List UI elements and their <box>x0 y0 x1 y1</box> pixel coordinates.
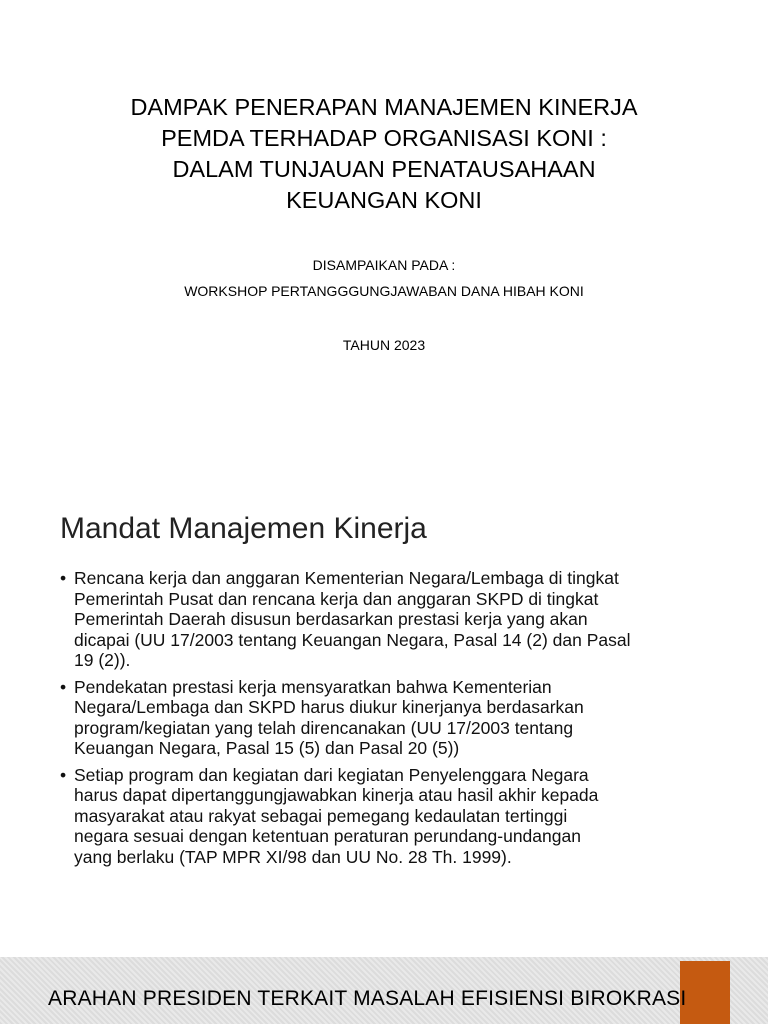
title-line: PEMDA TERHADAP ORGANISASI KONI : <box>161 125 607 151</box>
presented-at-label: DISAMPAIKAN PADA : <box>312 257 456 273</box>
mandate-slide <box>0 480 768 956</box>
title-line: DAMPAK PENERAPAN MANAJEMEN KINERJA <box>130 94 638 120</box>
title-slide <box>0 0 768 480</box>
bullet-item <box>60 765 730 868</box>
slide-title <box>60 92 708 216</box>
bullet-line: • Setiap program dan kegiatan dari kegiatan Penyelenggara Negara <box>74 764 589 785</box>
bullet-item <box>60 568 730 671</box>
bullet-line: • Rencana kerja dan anggaran Kementerian Negara/Lembaga di tingkat <box>74 568 619 588</box>
bullet-item <box>60 677 730 759</box>
slide-heading: Mandat Manajemen Kinerja <box>60 512 427 545</box>
accent-block <box>680 961 730 1024</box>
bullet-line: 19 (2)). <box>74 650 131 670</box>
year-label: TAHUN 2023 <box>342 337 426 353</box>
bullet-line: • Pendekatan prestasi kerja mensyaratkan bahwa Kementerian <box>74 676 552 697</box>
banner-title: ARAHAN PRESIDEN TERKAIT MASALAH EFISIENSI BIROKRASI <box>48 987 687 1010</box>
bullet-line: harus dapat dipertanggungjawabkan kinerja atau hasil akhir kepada <box>74 785 599 805</box>
event-name: WORKSHOP PERTANGGGUNGJAWABAN DANA HIBAH KONI <box>184 283 584 299</box>
bullet-list <box>60 568 730 873</box>
bullet-line: Pemerintah Pusat dan rencana kerja dan anggaran SKPD di tingkat <box>74 588 599 609</box>
bullet-line: negara sesuai dengan ketentuan peraturan perundang-undangan <box>74 826 581 846</box>
bullet-line: masyarakat atau rakyat sebagai pemegang kedaulatan tertinggi <box>74 805 568 826</box>
bullet-line: Negara/Lembaga dan SKPD harus diukur kinerjanya berdasarkan <box>74 697 584 717</box>
title-line: KEUANGAN KONI <box>286 187 482 213</box>
banner-slide <box>0 957 768 1024</box>
bullet-line: yang berlaku (TAP MPR XI/98 dan UU No. 28 Th. 1999). <box>74 846 512 867</box>
bullet-line: Keuangan Negara, Pasal 15 (5) dan Pasal 20 (5)) <box>74 738 460 758</box>
bullet-line: Pemerintah Daerah disusun berdasarkan prestasi kerja yang akan <box>74 609 588 629</box>
title-line: DALAM TUNJAUAN PENATAUSAHAAN <box>172 156 596 182</box>
bullet-line: program/kegiatan yang telah direncanakan (UU 17/2003 tentang <box>74 717 574 738</box>
bullet-line: dicapai (UU 17/2003 tentang Keuangan Negara, Pasal 14 (2) dan Pasal <box>74 629 631 650</box>
